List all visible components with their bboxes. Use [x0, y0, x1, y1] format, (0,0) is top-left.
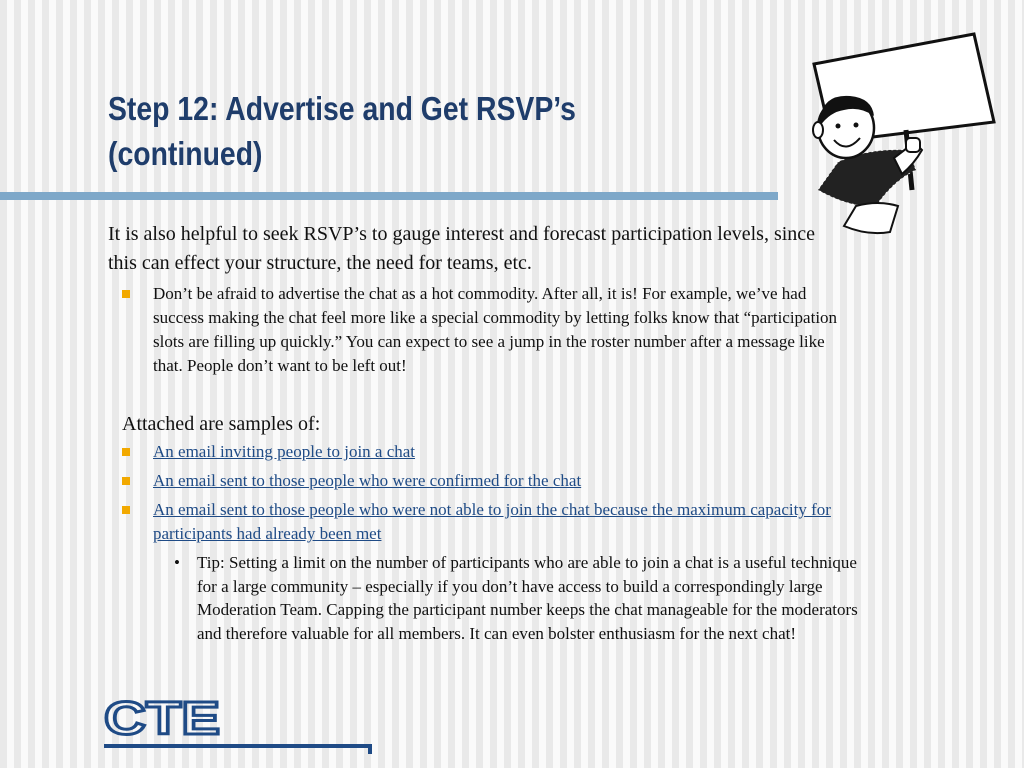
list-item — [122, 440, 842, 464]
link-confirmed-email[interactable]: An email sent to those people who were confirmed for the chat — [153, 471, 582, 490]
attached-label: Attached are samples of: — [122, 413, 321, 435]
slide-title-line-2: (continued) — [108, 135, 263, 172]
sample-links-list — [122, 440, 842, 551]
square-bullet-icon — [122, 448, 130, 456]
link-capacity-email[interactable]: An email sent to those people who were not able to join the chat because the maximum capacity for participants had already been met — [153, 500, 831, 543]
main-bullet-list — [122, 282, 842, 378]
round-bullet-icon: • — [174, 553, 180, 572]
square-bullet-icon — [122, 506, 130, 514]
square-bullet-icon — [122, 290, 130, 298]
slide-body — [108, 220, 858, 643]
link-invite-email[interactable]: An email inviting people to join a chat — [153, 442, 416, 461]
square-bullet-icon — [122, 477, 130, 485]
list-item — [122, 282, 842, 378]
tip-text: Tip: Setting a limit on the number of participants who are able to join a chat is a useful technique for a large community – especially if you don’t have access to build a correspondingly large Moderation Team. Capping the participant number keeps the chat manageable for the moderators and therefore valuable for all members. It can even bolster enthusiasm for the next chat! — [197, 553, 858, 643]
title-divider — [0, 192, 778, 200]
boy-holding-sign-illustration — [798, 30, 1008, 240]
cte-logo — [104, 696, 374, 756]
slide-title-line-1: Step 12: Advertise and Get RSVP’s — [108, 90, 576, 127]
list-item — [122, 469, 842, 493]
tip-bullet — [174, 551, 877, 645]
list-item — [122, 498, 842, 546]
slide-title — [108, 86, 641, 176]
cte-logo-text: CTE — [104, 696, 220, 744]
bullet-text: Don’t be afraid to advertise the chat as a hot commodity. After all, it is! For example, we’ve had success making the chat feel more like a special commodity by letting folks know that “participation slots are filling up quickly.” You can expect to see a jump in the roster number after a message like that. People don’t want to be left out! — [153, 284, 838, 375]
intro-paragraph: It is also helpful to seek RSVP’s to gauge interest and forecast participation levels, since this can effect your structure, the need for teams, etc. — [108, 223, 816, 274]
